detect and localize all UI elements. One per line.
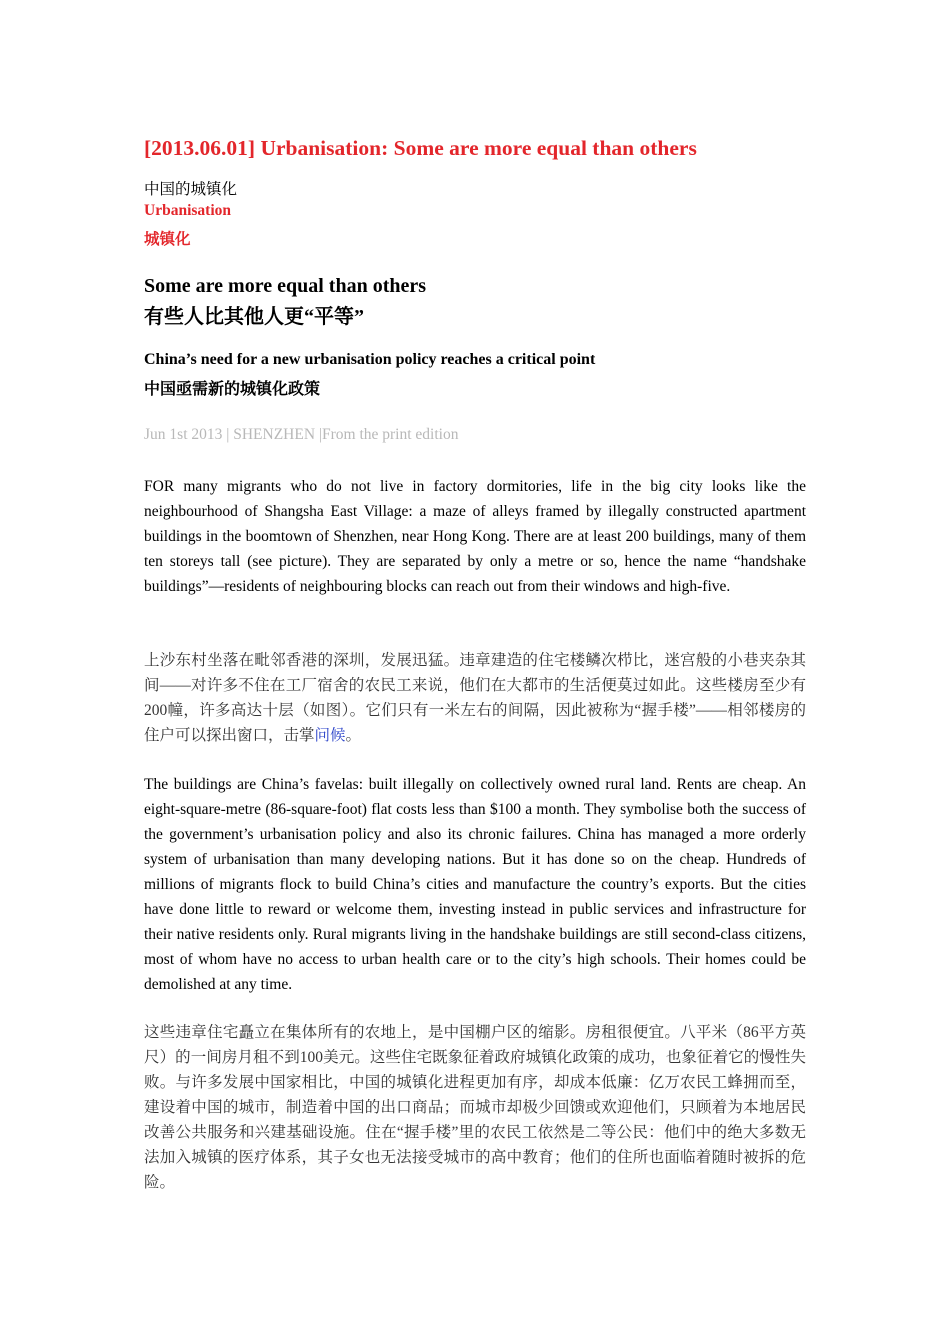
headline-english: Some are more equal than others	[144, 275, 427, 297]
paragraph-3-english: The buildings are China’s favelas: built illegally on collectively owned rural land. Rents are cheap. An eight-square-metre (86-square-foot) flat costs less than $100 a month. They symbolise both the success of the government’s urbanisation policy and also its chronic failures. China has managed a more orderly system of urbanisation than many developing nations. But it has done so on the cheap. Hundreds of millions of migrants flock to build China’s cities and manufacture the country’s exports. But the cities have done little to reward or welcome them, investing instead in public services and infrastructure for their native residents only. Rural migrants living in the handshake buildings are still second-class citizens, most of whom have no access to urban health care or to the city’s high schools. Their homes could be demolished at any time.	[144, 776, 806, 993]
paragraph-2-text: 上沙东村坐落在毗邻香港的深圳，发展迅猛。违章建造的住宅楼鳞次栉比，迷宫般的小巷夹杂其间——对许多不住在工厂宿舍的农民工来说，他们在大都市的生活便莫过如此。这些楼房至少有200幢，许多高达十层（如图）。它们只有一米左右的间隔，因此被称为“握手楼”——相邻楼房的住户可以探出窗口，击掌	[144, 652, 806, 744]
dateline: Jun 1st 2013 | SHENZHEN |From the print edition	[144, 426, 459, 443]
paragraph-4-chinese: 这些违章住宅矗立在集体所有的农地上，是中国棚户区的缩影。房租很便宜。八平米（86平方英尺）的一间房月租不到100美元。这些住宅既象征着政府城镇化政策的成功，也象征着它的慢性失败。与许多发展中国家相比，中国的城镇化进程更加有序，却成本低廉：亿万农民工蜂拥而至，建设着中国的城市，制造着中国的出口商品；而城市却极少回馈或欢迎他们，只顾着为本地居民改善公共服务和兴建基础设施。住在“握手楼”里的农民工依然是二等公民：他们中的绝大多数无法加入城镇的医疗体系，其子女也无法接受城市的高中教育；他们的住所也面临着随时被拆的危险。	[144, 1024, 806, 1191]
subtitle-chinese: 中国的城镇化	[144, 181, 238, 198]
headline-chinese: 有些人比其他人更“平等”	[144, 306, 364, 328]
section-label-english: Urbanisation	[144, 202, 231, 219]
rubric-chinese: 中国亟需新的城镇化政策	[144, 381, 321, 398]
greeting-link[interactable]: 问候	[314, 727, 346, 744]
paragraph-1-english: FOR many migrants who do not live in factory dormitories, life in the big city looks like the neighbourhood of Shangsha East Village: a maze of alleys framed by illegally constructed apartment buildings in the boomtown of Shenzhen, near Hong Kong. There are at least 200 buildings, many of them ten storeys tall (see picture). They are separated by only a metre or so, hence the name “handshake buildings”—residents of neighbouring blocks can reach out from their windows and high-five.	[144, 478, 806, 595]
paragraph-2-end: 。	[345, 727, 362, 744]
rubric-english: China’s need for a new urbanisation policy reaches a critical point	[144, 351, 596, 368]
paragraph-2-chinese	[144, 648, 806, 748]
section-label-chinese: 城镇化	[144, 231, 191, 248]
article-title: [2013.06.01] Urbanisation: Some are more equal than others	[144, 136, 697, 160]
